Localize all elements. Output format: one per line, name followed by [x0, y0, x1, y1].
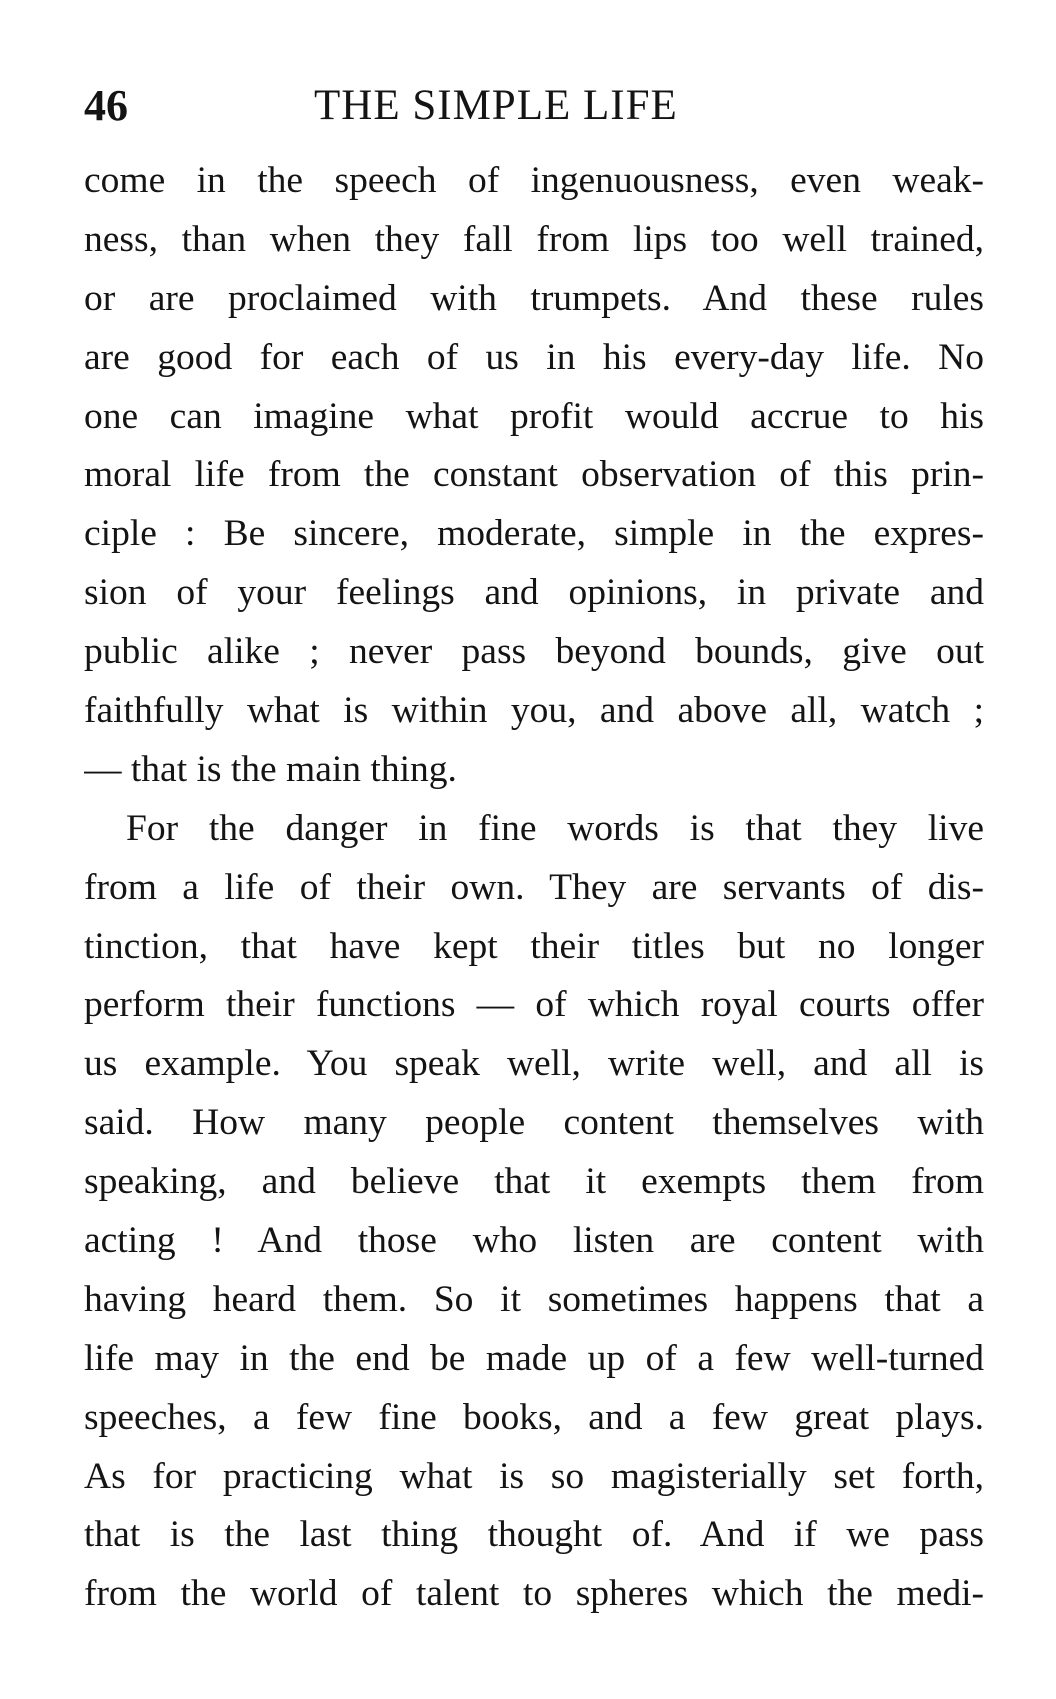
running-title: THE SIMPLE LIFE — [314, 82, 678, 129]
text-line: ciple : Be sincere, moderate, simple in the expres- — [84, 513, 984, 555]
text-line: or are proclaimed with trumpets. And these rules — [84, 277, 984, 319]
text-line: from a life of their own. They are servants of dis- — [84, 866, 984, 908]
text-line: one can imagine what profit would accrue to his — [84, 395, 984, 437]
text-line: come in the speech of ingenuousness, even weak- — [84, 160, 984, 201]
text-line: For the danger in fine words is that they live — [126, 807, 984, 849]
text-line: having heard them. So it sometimes happens that a — [84, 1278, 984, 1320]
text-line: that is the last thing thought of. And if we pass — [84, 1514, 984, 1556]
text-line: life may in the end be made up of a few well-turned — [84, 1337, 984, 1379]
text-line: sion of your feelings and opinions, in private and — [84, 572, 984, 614]
text-line: moral life from the constant observation of this prin- — [84, 454, 984, 496]
paragraph-2 — [84, 800, 984, 1624]
text-line: faithfully what is within you, and above all, watch ; — [84, 690, 984, 732]
text-line: us example. You speak well, write well, and all is — [84, 1043, 984, 1085]
text-line: from the world of talent to spheres which the medi- — [84, 1573, 984, 1615]
text-line: acting ! And those who listen are content with — [84, 1220, 984, 1262]
text-line: are good for each of us in his every-day life. No — [84, 336, 984, 378]
text-line: tinction, that have kept their titles but no longer — [84, 925, 984, 967]
text-line: As for practicing what is so magisterially set forth, — [84, 1455, 984, 1497]
body-text — [84, 152, 984, 1624]
text-line: perform their functions — of which royal courts offer — [84, 984, 984, 1026]
text-line: said. How many people content themselves with — [84, 1102, 984, 1144]
paragraph-1 — [84, 152, 984, 800]
text-line: public alike ; never pass beyond bounds, give out — [84, 631, 984, 673]
text-line: speeches, a few fine books, and a few great plays. — [84, 1396, 984, 1438]
page-number: 46 — [84, 81, 128, 130]
text-line: — that is the main thing. — [84, 748, 457, 790]
text-line: speaking, and believe that it exempts them from — [84, 1161, 984, 1203]
page-header — [84, 68, 984, 138]
text-line: ness, than when they fall from lips too well trained, — [84, 218, 984, 260]
